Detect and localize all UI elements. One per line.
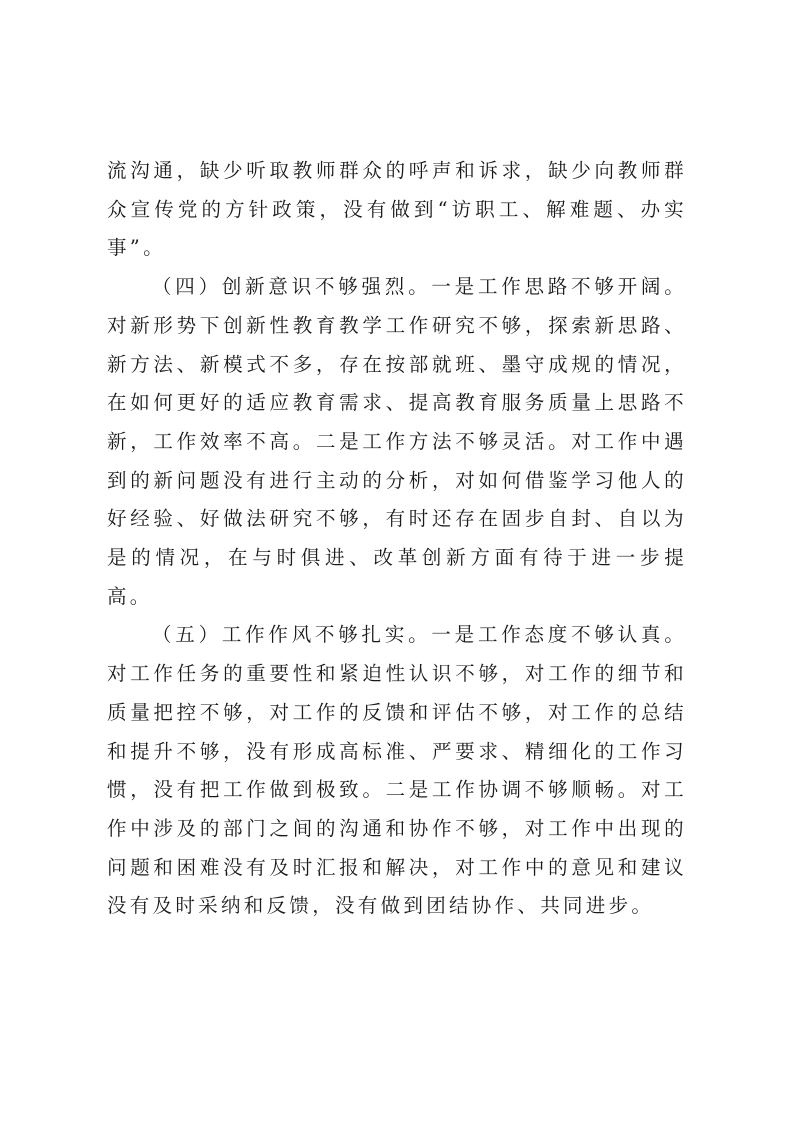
document-body xyxy=(107,152,687,926)
paragraph-section-five: （五）工作作风不够扎实。一是工作态度不够认真。对工作任务的重要性和紧迫性认识不够，对工作的细节和质量把控不够，对工作的反馈和评估不够，对工作的总结和提升不够，没有形成高标准、严要求、精细化的工作习惯，没有把工作做到极致。二是工作协调不够顺畅。对工作中涉及的部门之间的沟通和协作不够，对工作中出现的问题和困难没有及时汇报和解决，对工作中的意见和建议没有及时采纳和反馈，没有做到团结协作、共同进步。 xyxy=(107,623,687,918)
paragraph-continuation: 流沟通，缺少听取教师群众的呼声和诉求，缺少向教师群众宣传党的方针政策，没有做到“访职工、解难题、办实事”。 xyxy=(107,159,687,260)
paragraph-section-four: （四）创新意识不够强烈。一是工作思路不够开阔。对新形势下创新性教育教学工作研究不够，探索新思路、新方法、新模式不多，存在按部就班、墨守成规的情况，在如何更好的适应教育需求、提高教育服务质量上思路不新，工作效率不高。二是工作方法不够灵活。对工作中遇到的新问题没有进行主动的分析，对如何借鉴学习他人的好经验、好做法研究不够，有时还存在固步自封、自以为是的情况，在与时俱进、改革创新方面有待于进一步提高。 xyxy=(107,275,687,608)
